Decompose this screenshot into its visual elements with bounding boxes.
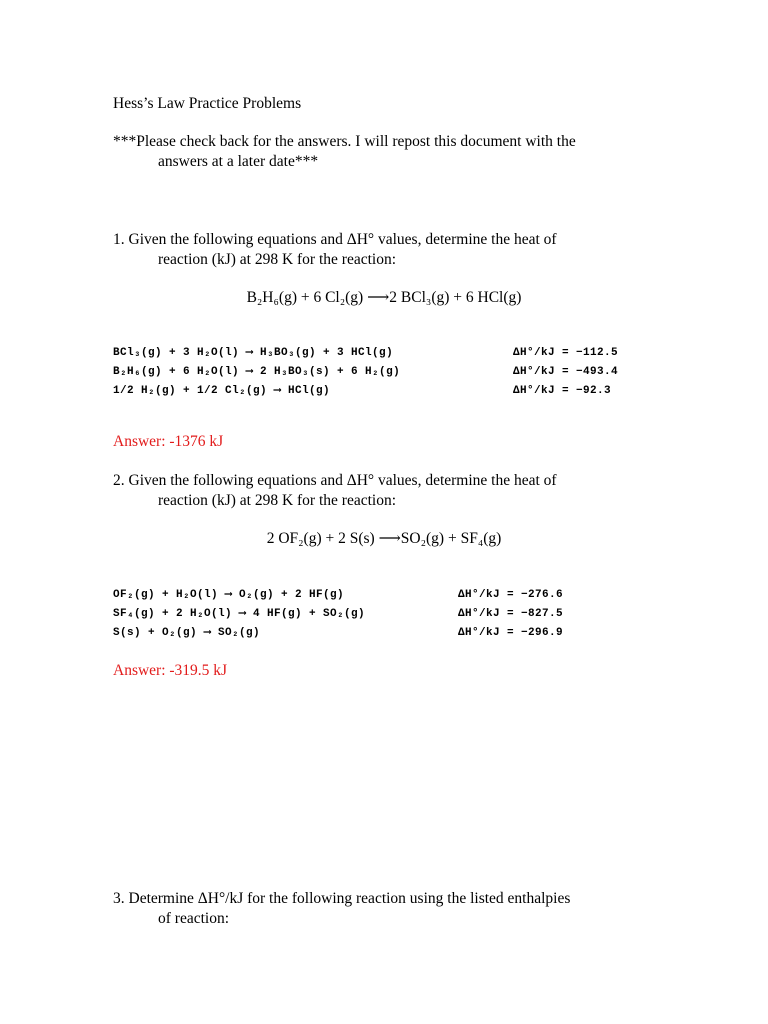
equation: OF₂(g) + H₂O(l) ⟶ O₂(g) + 2 HF(g): [113, 589, 345, 601]
enthalpy-value: ΔH°/kJ = −92.3: [513, 385, 612, 397]
note-line-1: ***Please check back for the answers. I will repost this document with the: [113, 133, 576, 150]
equation: BCl₃(g) + 3 H₂O(l) ⟶ H₃BO₃(g) + 3 HCl(g): [113, 347, 394, 359]
enthalpy-value: ΔH°/kJ = −276.6: [458, 589, 564, 601]
problem-2-line-1: 2. Given the following equations and ΔH° values, determine the heat of: [113, 472, 557, 489]
problem-3-line-2: of reaction:: [158, 910, 230, 927]
equation: SF₄(g) + 2 H₂O(l) ⟶ 4 HF(g) + SO₂(g): [113, 608, 366, 620]
equation: S(s) + O₂(g) ⟶ SO₂(g): [113, 627, 261, 639]
equation-row: [113, 624, 563, 643]
problem-1-line-2: reaction (kJ) at 298 K for the reaction:: [158, 251, 397, 268]
problem-1-line-1: 1. Given the following equations and ΔH° values, determine the heat of: [113, 231, 557, 248]
enthalpy-value: ΔH°/kJ = −827.5: [458, 608, 564, 620]
problem-2-answer: Answer: -319.5 kJ: [113, 662, 228, 679]
problem-1-target-reaction: B₂H₆(g) + 6 Cl₂(g) ⟶2 BCl₃(g) + 6 HCl(g): [246, 289, 522, 306]
problem-2-line-2: reaction (kJ) at 298 K for the reaction:: [158, 492, 397, 509]
enthalpy-value: ΔH°/kJ = −296.9: [458, 627, 564, 639]
equation-row: [113, 344, 618, 363]
note-line-2: answers at a later date***: [158, 153, 319, 170]
equation: 1/2 H₂(g) + 1/2 Cl₂(g) ⟶ HCl(g): [113, 385, 331, 397]
equation-row: [113, 605, 563, 624]
problem-1-equations: [113, 344, 618, 401]
page-title: Hess’s Law Practice Problems: [113, 95, 302, 112]
equation-row: [113, 382, 618, 401]
equation-row: [113, 363, 618, 382]
enthalpy-value: ΔH°/kJ = −112.5: [513, 347, 619, 359]
equation-row: [113, 586, 563, 605]
problem-2-equations: [113, 586, 563, 643]
problem-1-answer: Answer: -1376 kJ: [113, 433, 224, 450]
problem-2-target-reaction: 2 OF₂(g) + 2 S(s) ⟶SO₂(g) + SF₄(g): [266, 530, 502, 547]
enthalpy-value: ΔH°/kJ = −493.4: [513, 366, 619, 378]
problem-3-line-1: 3. Determine ΔH°/kJ for the following reaction using the listed enthalpies: [113, 890, 571, 907]
equation: B₂H₆(g) + 6 H₂O(l) ⟶ 2 H₃BO₃(s) + 6 H₂(g): [113, 366, 401, 378]
